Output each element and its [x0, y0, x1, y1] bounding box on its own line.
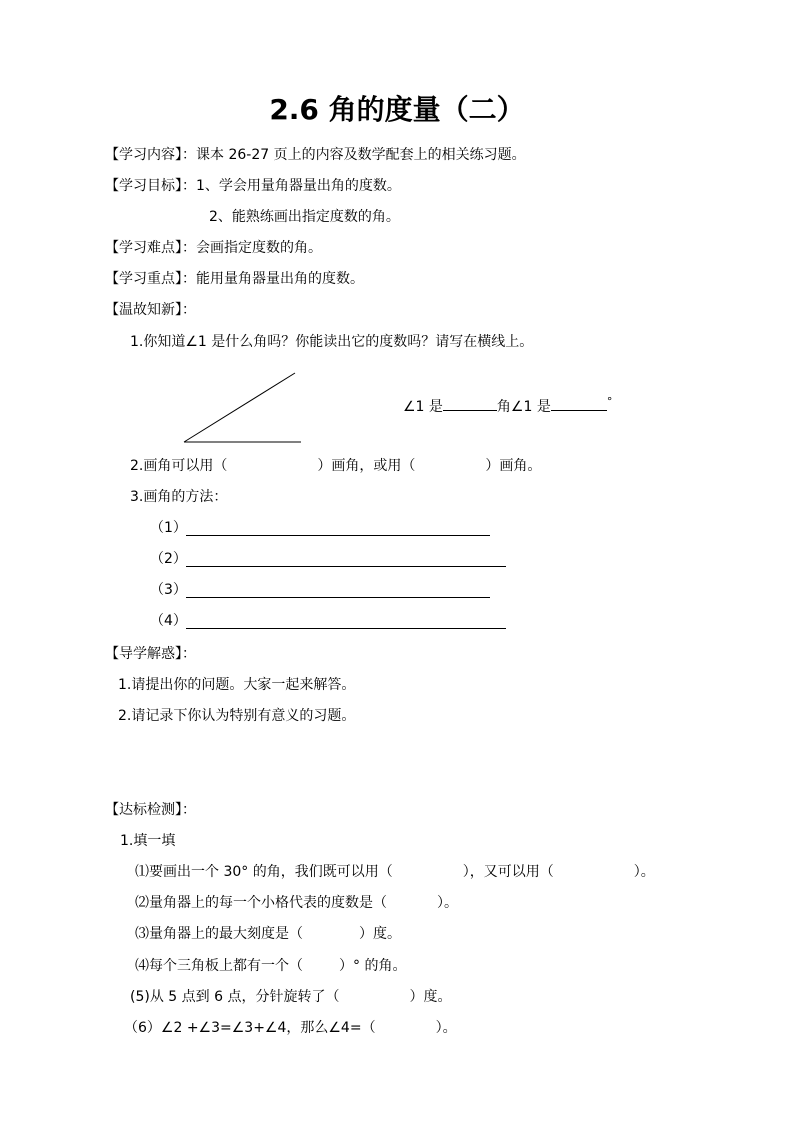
page-title: 2.6 角的度量（二）: [269, 93, 525, 126]
q2-part-b: ）画角，或用（: [317, 458, 416, 474]
angle-slant-ray: [184, 373, 295, 442]
fill-1-part-a: ⑴要画出一个 30° 的角，我们既可以用（: [135, 864, 393, 880]
difficulty-text: 会画指定度数的角。: [196, 240, 322, 256]
fill-5-part-a: (5)从 5 点到 6 点，分针旋转了（: [130, 989, 340, 1005]
fill-6-part-a: （6）∠2 +∠3=∠3+∠4，那么∠4=（: [124, 1020, 376, 1036]
fill-item-2: [135, 894, 458, 912]
fill-item-5: [130, 988, 451, 1006]
fill-3-part-b: ）度。: [359, 926, 401, 942]
guide-item-1: 1.请提出你的问题。大家一起来解答。: [118, 677, 356, 693]
angle-answer-label-1: ∠1 是: [403, 399, 443, 415]
review-question-1: 1.你知道∠1 是什么角吗？你能读出它的度数吗？请写在横线上。: [130, 334, 534, 350]
method-line-2[interactable]: [186, 566, 506, 567]
guide-header: 【导学解惑】：: [105, 646, 196, 662]
difficulty-label: 【学习难点】：: [105, 240, 196, 256]
review-question-3: 3.画角的方法：: [130, 489, 228, 505]
degree-symbol: °: [606, 395, 613, 408]
angle-type-blank[interactable]: [443, 396, 497, 411]
fill-1-part-c: ）。: [633, 864, 655, 880]
fill-item-1: [135, 863, 655, 881]
review-header: 【温故知新】：: [105, 302, 196, 318]
guide-item-2: 2.请记录下你认为特别有意义的习题。: [118, 708, 356, 724]
angle-degree-blank[interactable]: [551, 396, 607, 411]
fill-6-part-b: ）。: [435, 1020, 457, 1036]
fill-5-part-b: ）度。: [409, 989, 452, 1005]
content-text: 课本 26-27 页上的内容及数学配套上的相关练习题。: [196, 147, 526, 163]
fill-3-part-a: ⑶量角器上的最大刻度是（: [135, 926, 303, 942]
fill-item-4: [135, 957, 406, 975]
method-line-1[interactable]: [186, 535, 490, 536]
goal-item-2: 2、能熟练画出指定度数的角。: [209, 209, 400, 225]
fill-2-part-a: ⑵量角器上的每一个小格代表的度数是（: [135, 895, 387, 911]
key-text: 能用量角器量出角的度数。: [196, 271, 364, 287]
method-line-3[interactable]: [186, 597, 490, 598]
q2-part-a: 2.画角可以用（: [130, 458, 228, 474]
test-sub-1: 1.填一填: [120, 833, 176, 849]
test-header: 【达标检测】：: [105, 802, 196, 818]
content-label: 【学习内容】：: [105, 147, 196, 163]
angle-answer-row: [403, 396, 612, 417]
method-label-1: （1）: [150, 520, 187, 536]
fill-4-part-b: ）° 的角。: [339, 958, 407, 974]
fill-4-part-a: ⑷每个三角板上都有一个（: [135, 958, 303, 974]
fill-2-part-b: ）。: [437, 895, 458, 911]
q2-part-c: ）画角。: [485, 458, 542, 474]
fill-item-3: [135, 925, 401, 943]
goal-label: 【学习目标】：: [105, 178, 196, 194]
key-label: 【学习重点】：: [105, 271, 196, 287]
method-line-4[interactable]: [186, 628, 506, 629]
goal-item-1: 1、学会用量角器量出角的度数。: [196, 178, 401, 194]
method-label-3: （3）: [150, 582, 187, 598]
angle-answer-label-2: 角∠1 是: [496, 399, 551, 415]
method-label-4: （4）: [150, 613, 187, 629]
fill-item-6: [124, 1019, 457, 1037]
review-question-2: [130, 457, 541, 475]
fill-1-part-b: ），又可以用（: [462, 864, 554, 880]
method-label-2: （2）: [150, 551, 187, 567]
